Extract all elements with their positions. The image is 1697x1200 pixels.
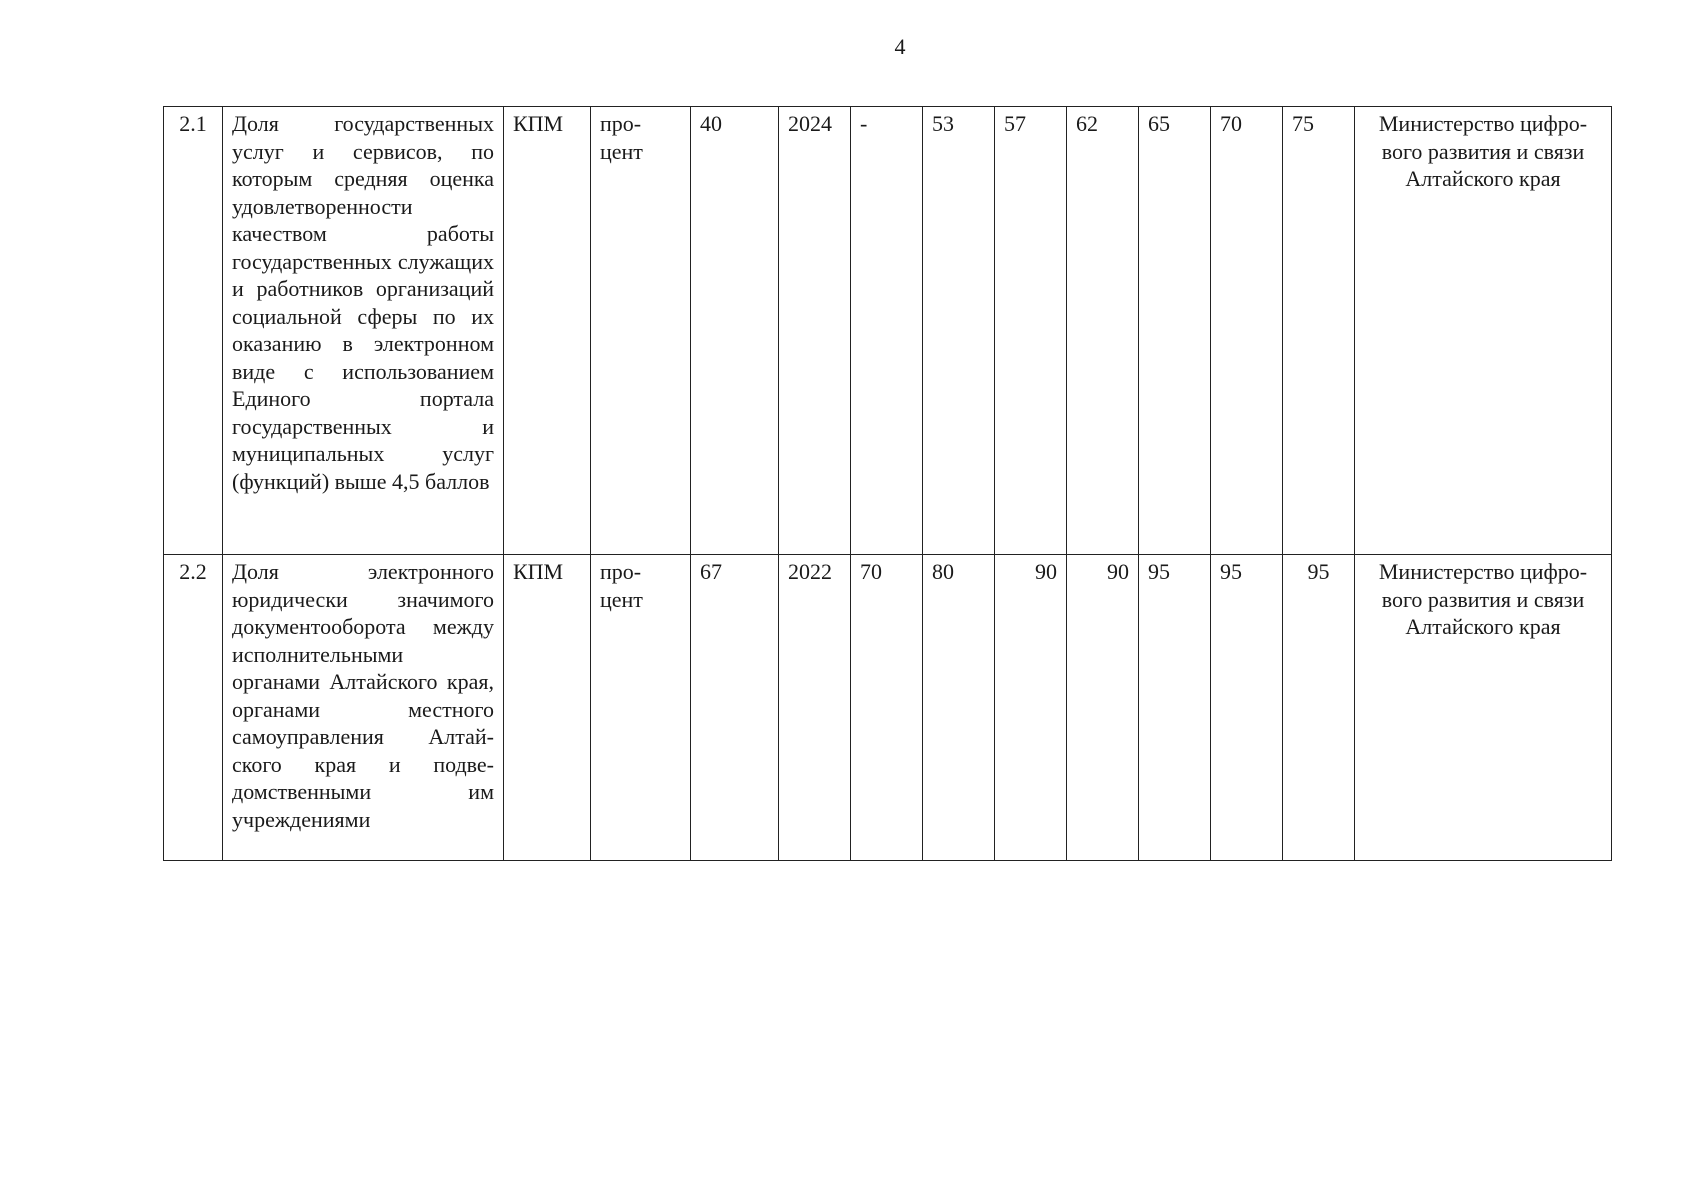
indicator-description: Доля электронного юридически значимого документооборота между исполнительными органами Алтайского края, органами местного самоуправления Алтай-ского края и подве-домственными им учреждениями [223, 555, 504, 861]
value-cell: 95 [1211, 555, 1283, 861]
value-cell: 70 [1211, 107, 1283, 555]
indicator-description: Доля государственных услуг и сервисов, по которым средняя оценка удовлетворенности качеством работы государственных служащих и работников организаций социальной сферы по их оказанию в электронном виде с использованием Единого портала государственных и муниципальных услуг (функций) выше 4,5 баллов [223, 107, 504, 555]
value-cell: 75 [1283, 107, 1355, 555]
value-cell: 65 [1139, 107, 1211, 555]
value-cell: 80 [923, 555, 995, 861]
value-cell: 62 [1067, 107, 1139, 555]
table-row [164, 555, 1612, 861]
value-cell: 70 [851, 555, 923, 861]
value-cell: 95 [1283, 555, 1355, 861]
base-year: 2022 [779, 555, 851, 861]
responsible-organization: Министерство цифро-вого развития и связи Алтайского края [1355, 555, 1612, 861]
value-cell: 90 [995, 555, 1067, 861]
value-cell: 53 [923, 107, 995, 555]
row-number: 2.1 [164, 107, 223, 555]
value-cell: 90 [1067, 555, 1139, 861]
indicator-level: КПМ [504, 555, 591, 861]
table-row [164, 107, 1612, 555]
row-number: 2.2 [164, 555, 223, 861]
unit-of-measure: про- цент [591, 107, 691, 555]
indicators-table [163, 106, 1612, 861]
unit-of-measure: про- цент [591, 555, 691, 861]
base-value: 67 [691, 555, 779, 861]
base-value: 40 [691, 107, 779, 555]
value-cell: - [851, 107, 923, 555]
page-number: 4 [894, 34, 906, 59]
value-cell: 57 [995, 107, 1067, 555]
base-year: 2024 [779, 107, 851, 555]
responsible-organization: Министерство цифро-вого развития и связи Алтайского края [1355, 107, 1612, 555]
value-cell: 95 [1139, 555, 1211, 861]
indicator-level: КПМ [504, 107, 591, 555]
